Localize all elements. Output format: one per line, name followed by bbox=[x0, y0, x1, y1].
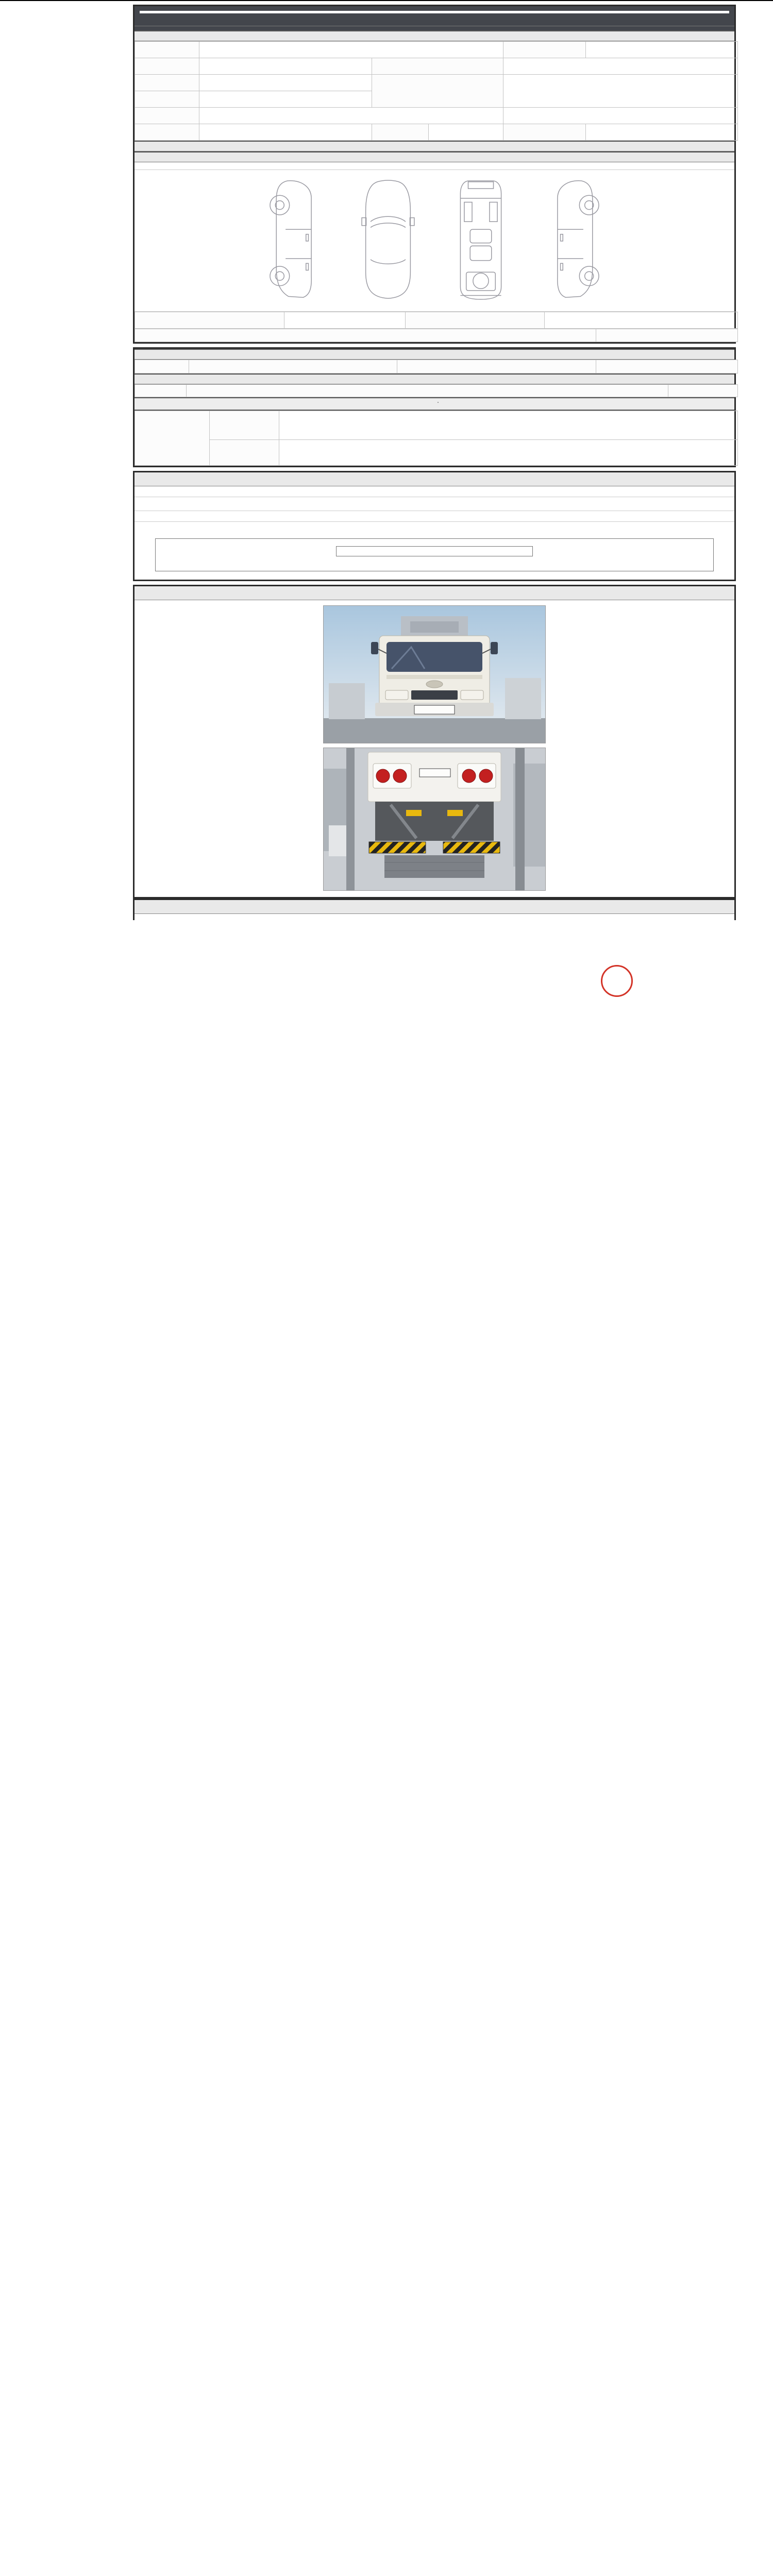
field-value-regno bbox=[586, 42, 738, 58]
page-caption-2 bbox=[133, 344, 736, 347]
page-caption-3 bbox=[133, 467, 736, 471]
field-label-transmission bbox=[372, 75, 503, 108]
section-detail-state bbox=[135, 349, 734, 360]
red-seal-stamp bbox=[601, 965, 633, 997]
remarks-inspector-text bbox=[279, 411, 738, 440]
notice-list-2 bbox=[135, 506, 734, 511]
remarks-inspector-label bbox=[210, 411, 279, 440]
field-label-vin bbox=[135, 91, 199, 108]
remarks-appraiser-text bbox=[279, 440, 738, 466]
final-price-band bbox=[135, 397, 734, 411]
car-diagram-right-side bbox=[540, 175, 608, 305]
warranty-options bbox=[429, 124, 503, 141]
field-label-warranty bbox=[372, 124, 429, 141]
inspection-photos-block bbox=[133, 585, 736, 899]
field-label-baseprice bbox=[503, 124, 586, 141]
simple-repair-label bbox=[406, 312, 545, 329]
form-page-2 bbox=[133, 347, 736, 467]
fuel-options bbox=[199, 108, 503, 124]
photo-front-view bbox=[323, 605, 546, 743]
field-value-year bbox=[199, 58, 372, 75]
state-code-legend bbox=[135, 162, 734, 170]
detail-head-state bbox=[397, 360, 596, 374]
infobox-title bbox=[336, 546, 533, 556]
signature-block bbox=[133, 899, 736, 920]
etc-info-table bbox=[135, 384, 738, 397]
photos-title bbox=[135, 586, 734, 600]
field-value-baseprice bbox=[586, 124, 738, 141]
form-document bbox=[133, 1, 736, 920]
field-label-fuel bbox=[135, 108, 199, 124]
etc-head-item bbox=[187, 385, 668, 397]
remarks-appraiser-label bbox=[210, 440, 279, 466]
page-caption-4 bbox=[133, 581, 736, 585]
price-appraisal-infobox bbox=[155, 538, 714, 571]
accident-history-row bbox=[135, 312, 738, 329]
remarks-table bbox=[135, 411, 738, 466]
detail-state-table bbox=[135, 360, 738, 374]
page-caption-1 bbox=[133, 1, 736, 5]
field-value-carname bbox=[199, 42, 503, 58]
form-page-1 bbox=[133, 5, 736, 344]
car-damage-diagrams bbox=[135, 170, 734, 312]
transmission-options bbox=[503, 75, 738, 108]
form-title-header bbox=[135, 6, 734, 26]
simple-repair-options bbox=[545, 312, 738, 329]
accident-label bbox=[135, 312, 284, 329]
basic-info-table bbox=[135, 41, 738, 141]
signature-title bbox=[135, 900, 734, 914]
section-etc-info bbox=[135, 374, 734, 384]
section-basic-info bbox=[135, 30, 734, 41]
field-label-inspection bbox=[372, 58, 503, 75]
exchange-header-row bbox=[135, 329, 738, 342]
field-value-vin bbox=[199, 91, 372, 108]
detail-head-item bbox=[189, 360, 397, 374]
notice-list-3 bbox=[135, 522, 734, 531]
field-label-carname bbox=[135, 42, 199, 58]
section-accident-history bbox=[135, 151, 734, 162]
field-value-engine bbox=[199, 124, 372, 141]
car-diagram-underbody bbox=[447, 175, 515, 305]
field-value-firstreg bbox=[199, 75, 372, 91]
exchange-label bbox=[135, 329, 596, 342]
form-page-3 bbox=[133, 471, 736, 581]
etc-head-empty bbox=[135, 385, 187, 397]
document-number bbox=[135, 26, 734, 30]
empty-cell bbox=[503, 108, 738, 124]
car-diagram-top-view bbox=[354, 175, 422, 305]
notice-list-1 bbox=[135, 497, 734, 506]
final-price-digits bbox=[438, 402, 439, 403]
notice-section2-title bbox=[135, 511, 734, 522]
etc-head-price bbox=[668, 385, 738, 397]
notice-section1-title bbox=[135, 486, 734, 497]
detail-head-device bbox=[135, 360, 189, 374]
exchange-price-head bbox=[596, 329, 738, 342]
field-label-firstreg bbox=[135, 75, 199, 91]
field-label-year bbox=[135, 58, 199, 75]
field-value-inspection bbox=[503, 58, 738, 75]
photo-rear-view bbox=[323, 748, 546, 891]
section-overall-state bbox=[135, 141, 734, 151]
remarks-label bbox=[135, 411, 210, 466]
car-diagram-left-side bbox=[261, 175, 329, 305]
field-label-engine bbox=[135, 124, 199, 141]
divider bbox=[140, 11, 729, 13]
signature-body bbox=[135, 914, 734, 920]
detail-head-price bbox=[596, 360, 738, 374]
accident-options bbox=[284, 312, 406, 329]
field-label-regno bbox=[503, 42, 586, 58]
notice-title bbox=[135, 472, 734, 486]
